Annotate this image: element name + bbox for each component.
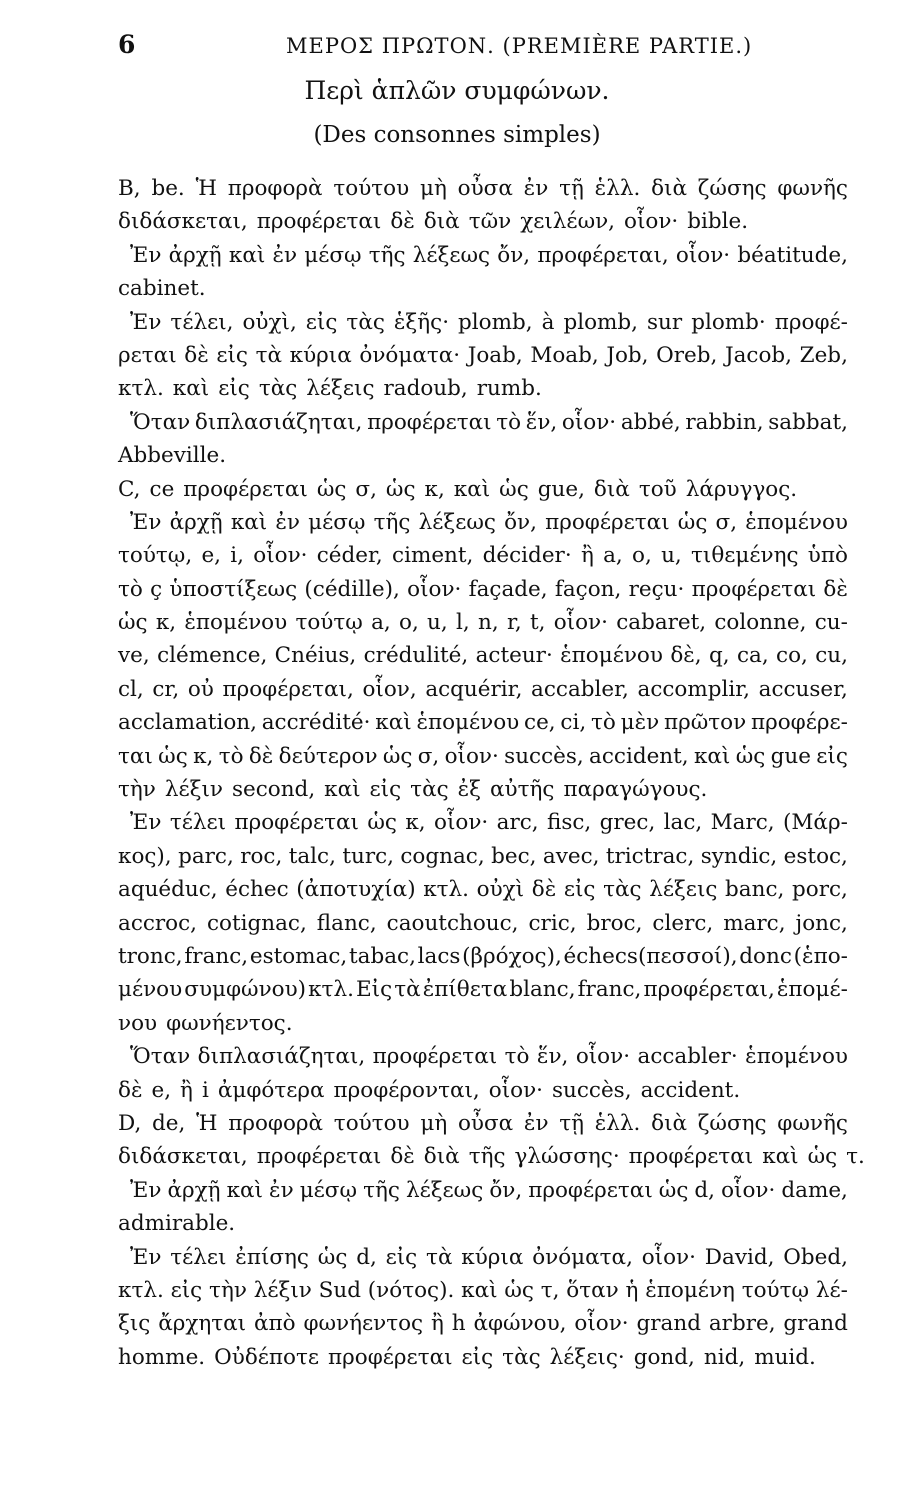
text-line: ρεται δὲ εἰς τὰ κύρια ὀνόματα· Joab, Moab, Job, Oreb, Jacob, Zeb, xyxy=(118,342,848,368)
text-line: cl, cr, οὐ προφέρεται, οἷον, acquérir, accabler, accomplir, accuser, xyxy=(118,676,848,702)
text-line: aquéduc, échec (ἀποτυχία) κτλ. οὐχὶ δὲ εἰς τὰς λέξεις banc, porc, xyxy=(118,877,848,903)
text-line: C, ce προφέρεται ὡς σ, ὡς κ, καὶ ὡς gue, διὰ τοῦ λάρυγγος. xyxy=(118,476,798,502)
text-line: τὸ ç ὑποστίξεως (cédille), οἷον· façade, façon, reçu· προφέρεται δὲ xyxy=(118,576,848,602)
text-line: τὴν λέξιν second, καὶ εἰς τὰς ἐξ αὐτῆς παραγώγους. xyxy=(118,777,708,803)
text-line: acclamation, accrédité· καὶ ἑπομένου ce, ci, τὸ μὲν πρῶτον προφέρε- xyxy=(118,710,848,736)
text-line: Ὅταν διπλασιάζηται, προφέρεται τὸ ἕν, οἷον· accabler· ἑπομένου xyxy=(130,1044,848,1070)
text-line: Ὅταν διπλασιάζηται, προφέρεται τὸ ἕν, οἷον· abbé, rabbin, sabbat, xyxy=(130,409,848,435)
text-line: μένου συμφώνου) κτλ. Εἰς τὰ ἐπίθετα blanc, franc, προφέρεται, ἑπομέ- xyxy=(118,977,848,1003)
text-line: τούτῳ, e, i, οἷον· céder, ciment, décider· ἢ a, o, u, τιθεμένης ὑπὸ xyxy=(118,543,848,569)
text-line: ξις ἄρχηται ἀπὸ φωνήεντος ἢ h ἀφώνου, οἷον· grand arbre, grand xyxy=(118,1311,848,1337)
text-line: ve, clémence, Cnéius, crédulité, acteur· ἑπομένου δὲ, q, ca, co, cu, xyxy=(118,643,848,669)
text-line: admirable. xyxy=(118,1211,236,1237)
text-line: κος), parc, roc, talc, turc, cognac, bec, avec, trictrac, syndic, estoc, xyxy=(118,843,848,869)
text-line: νου φωνήεντος. xyxy=(118,1010,293,1036)
page-header xyxy=(118,30,838,64)
text-line: δὲ e, ἢ i ἀμφότερα προφέρονται, οἷον· succès, accident. xyxy=(118,1077,741,1103)
text-line: Ἐν ἀρχῇ καὶ ἐν μέσῳ τῆς λέξεως ὄν, προφέρεται ὡς d, οἷον· dame, xyxy=(130,1177,848,1203)
text-line: Ἐν ἀρχῇ καὶ ἐν μέσῳ τῆς λέξεως ὄν, προφέρεται ὡς σ, ἑπομένου xyxy=(130,509,848,535)
text-line: accroc, cotignac, flanc, caoutchouc, cric, broc, clerc, marc, jonc, xyxy=(118,910,848,936)
text-line: homme. Οὐδέποτε προφέρεται εἰς τὰς λέξεις· gond, nid, muid. xyxy=(118,1344,816,1370)
page-number: 6 xyxy=(118,30,136,59)
text-line: tronc, franc, estomac, tabac, lacs (βρόχος), échecs(πεσσοί), donc (ἑπο- xyxy=(118,943,848,969)
text-line: διδάσκεται, προφέρεται δὲ διὰ τῶν χειλέων, οἷον· bible. xyxy=(118,209,749,235)
text-line: ὡς κ, ἑπομένου τούτῳ a, o, u, l, n, r, t, οἷον· cabaret, colonne, cu- xyxy=(118,610,848,636)
section-subtitle: (Des consonnes simples) xyxy=(313,122,601,148)
text-line: Ἐν τέλει, οὐχὶ, εἰς τὰς ἑξῆς· plomb, à plomb, sur plomb· προφέ- xyxy=(130,309,848,335)
section-title: Περὶ ἁπλῶν συμφώνων. xyxy=(304,76,610,105)
text-line: Ἐν τέλει ἐπίσης ὡς d, εἰς τὰ κύρια ὀνόματα, οἷον· David, Obed, xyxy=(130,1244,848,1270)
text-line: Ἐν ἀρχῇ καὶ ἐν μέσῳ τῆς λέξεως ὄν, προφέρεται, οἷον· béatitude, xyxy=(130,242,848,268)
running-head: ΜΕΡΟΣ ΠΡΩΤΟΝ. (PREMIÈRE PARTIE.) xyxy=(286,34,753,58)
text-line: ται ὡς κ, τὸ δὲ δεύτερον ὡς σ, οἷον· succès, accident, καὶ ὡς gue εἰς xyxy=(118,743,848,769)
text-line: διδάσκεται, προφέρεται δὲ διὰ τῆς γλώσσης· προφέρεται καὶ ὡς τ. xyxy=(118,1144,865,1170)
text-line: Ἐν τέλει προφέρεται ὡς κ, οἷον· arc, fisc, grec, lac, Marc, (Μάρ- xyxy=(130,810,848,836)
text-line: cabinet. xyxy=(118,276,206,302)
text-line: D, de, Ἡ προφορὰ τούτου μὴ οὖσα ἐν τῇ ἑλλ. διὰ ζώσης φωνῆς xyxy=(118,1110,848,1136)
text-line: κτλ. καὶ εἰς τὰς λέξεις radoub, rumb. xyxy=(118,376,542,402)
text-line: κτλ. εἰς τὴν λέξιν Sud (νότος). καὶ ὡς τ, ὅταν ἡ ἑπομένη τούτῳ λέ- xyxy=(118,1277,848,1303)
body-text xyxy=(118,172,865,1374)
text-line: B, be. Ἡ προφορὰ τούτου μὴ οὖσα ἐν τῇ ἑλλ. διὰ ζώσης φωνῆς xyxy=(118,176,848,201)
text-line: Abbeville. xyxy=(118,443,227,469)
